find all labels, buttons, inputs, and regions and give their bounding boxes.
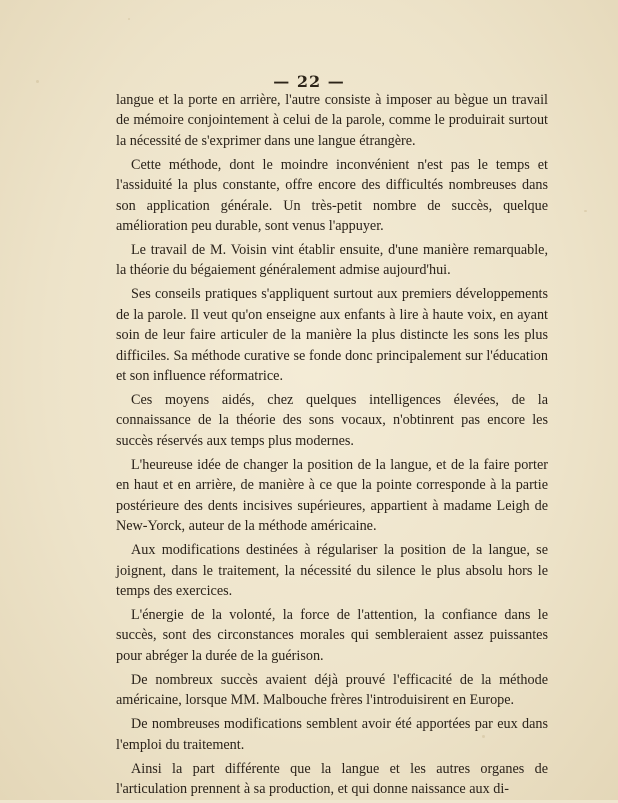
paragraph: L'heureuse idée de changer la position de la langue, et de la faire porter en haut et en arrière, de manière à ce que la pointe corresponde à la partie postérieure des dents incisives supérieures, appartient à madame Leigh de New-Yorck, auteur de la méthode américaine. — [116, 456, 548, 535]
paragraph: Ces moyens aidés, chez quelques intelligences élevées, de la connaissance de la théorie des sons vocaux, n'obtinrent pas encore les succès réservés aux temps plus modernes. — [116, 392, 548, 449]
paragraph: Ses conseils pratiques s'appliquent surtout aux premiers développements de la parole. Il veut qu'on enseigne aux enfants à lire à haute voix, en ayant soin de leur faire articuler de la manière la plus distincte les sons les plus difficiles. Sa méthode curative se fonde donc principalement sur l'éducation et son influence réformatrice. — [116, 286, 548, 385]
paragraph: Le travail de M. Voisin vint établir ensuite, d'une manière remarquable, la théorie du bégaiement généralement admise aujourd'hui. — [116, 242, 548, 279]
paragraph: Aux modifications destinées à régulariser la position de la langue, se joignent, dans le traitement, la nécessité du silence le plus absolu hors le temps des exercices. — [116, 542, 548, 599]
page-number: — 22 — — [273, 72, 345, 91]
foxing-spot — [128, 18, 130, 20]
paragraph: De nombreux succès avaient déjà prouvé l'efficacité de la méthode américaine, lorsque MM. Malbouche frères l'introduisirent en Europe. — [116, 671, 548, 709]
foxing-spot — [584, 210, 587, 212]
paragraph: langue et la porte en arrière, l'autre consiste à imposer au bègue un travail de mémoire conjointement à celui de la parole, comme le produirait surtout la nécessité de s'exprimer dans une langue étrangère. — [116, 92, 548, 149]
paragraph: De nombreuses modifications semblent avoir été apportées par eux dans l'emploi du traitement. — [116, 716, 548, 753]
paragraph: Ainsi la part différente que la langue et les autres organes de l'articulation prennent à sa production, et qui donne naissance aux di- — [116, 760, 548, 797]
paragraph: Cette méthode, dont le moindre inconvénient n'est pas le temps et l'assiduité la plus constante, offre encore des difficultés nombreuses dans son application générale. Un très-petit nombre de succès, quelque amélioration peu durable, sont venus l'appuyer. — [116, 156, 548, 235]
body-text — [116, 90, 548, 803]
paragraph: L'énergie de la volonté, la force de l'attention, la confiance dans le succès, sont des circonstances morales qui sembleraient assez puissantes pour abréger la durée de la guérison. — [116, 606, 548, 664]
